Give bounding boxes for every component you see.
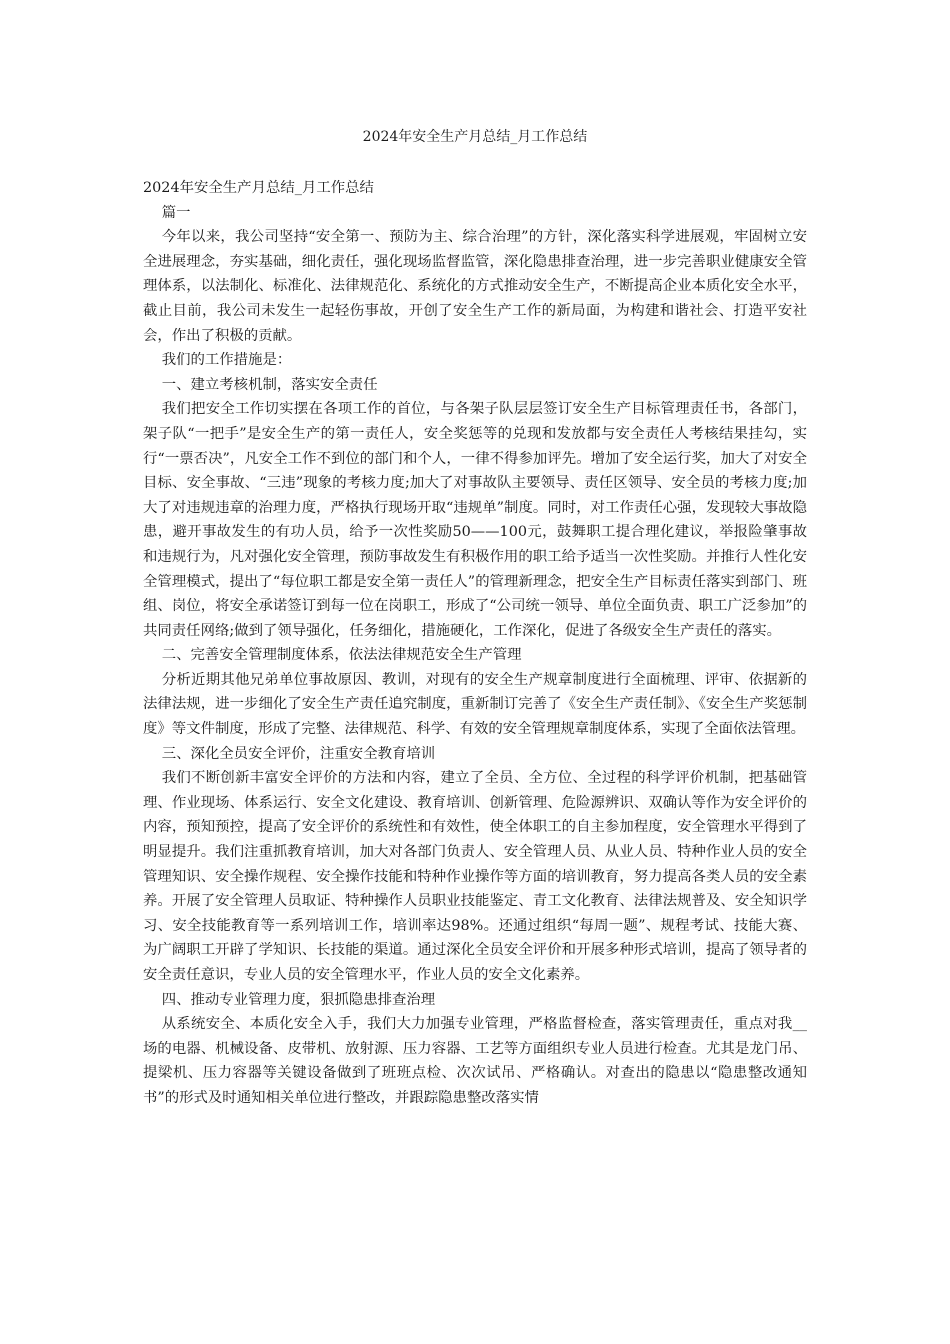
paragraph-measures-lead: 我们的工作措施是： bbox=[161, 352, 292, 369]
heading-section-2: 二、完善安全管理制度体系，依法法律规范安全生产管理 bbox=[161, 647, 522, 664]
paragraph-section-4: 从系统安全、本质化安全入手，我们大力加强专业管理，严格监督检查，落实管理责任，重点对我__场的电器、机械设备、皮带机、放射源、压力容器、工艺等方面组织专业人员进行检查。尤其是龙门吊、提梁机、压力容器等关键设备做到了班班点检、次次试吊、严格确认。对查出的隐患以“隐患整改通知书”的形式及时通知相关单位进行整改，并跟踪隐患整改落实情 bbox=[143, 1016, 807, 1106]
document-title: 2024年安全生产月总结_月工作总结 bbox=[362, 129, 588, 145]
document-subtitle: 2024年安全生产月总结_月工作总结 bbox=[143, 180, 374, 196]
heading-section-1: 一、建立考核机制，落实安全责任 bbox=[161, 376, 378, 393]
section-label: 篇一 bbox=[161, 204, 191, 221]
paragraph-section-2: 分析近期其他兄弟单位事故原因、教训，对现有的安全生产规章制度进行全面梳理、评审、依据新的法律法规，进一步细化了安全生产责任追究制度，重新制订完善了《安全生产责任制》、《安全生产奖惩制度》等文件制度，形成了完整、法律规范、科学、有效的安全管理规章制度体系，实现了全面依法管理。 bbox=[143, 671, 807, 738]
heading-section-4: 四、推动专业管理力度，狠抓隐患排查治理 bbox=[161, 991, 436, 1008]
document-body bbox=[143, 176, 807, 1111]
heading-section-3: 三、深化全员安全评价，注重安全教育培训 bbox=[161, 745, 436, 762]
paragraph-intro: 今年以来，我公司坚持“安全第一、预防为主、综合治理”的方针，深化落实科学进展观，牢固树立安全进展理念，夯实基础，细化责任，强化现场监督监管，深化隐患排查治理，进一步完善职业健康安全管理体系，以法制化、标准化、法律规范化、系统化的方式推动安全生产，不断提高企业本质化安全水平，截止目前，我公司未发生一起轻伤事故，开创了安全生产工作的新局面，为构建和谐社会、打造平安社会，作出了积极的贡献。 bbox=[143, 229, 807, 344]
paragraph-section-1: 我们把安全工作切实摆在各项工作的首位，与各架子队层层签订安全生产目标管理责任书，各部门，架子队“一把手”是安全生产的第一责任人，安全奖惩等的兑现和发放都与安全责任人考核结果挂勾，实行“一票否决”，凡安全工作不到位的部门和个人，一律不得参加评先。增加了安全运行奖，加大了对安全目标、安全事故、“三违”现象的考核力度;加大了对事故队主要领导、责任区领导、安全员的考核力度;加大了对违规违章的治理力度，严格执行现场开取“违规单”制度。同时，对工作责任心强，发现较大事故隐患，避开事故发生的有功人员，给予一次性奖励50——100元，鼓舞职工提合理化建议，举报险肇事故和违规行为，凡对强化安全管理，预防事故发生有积极作用的职工给予适当一次性奖励。并推行人性化安全管理模式，提出了“每位职工都是安全第一责任人”的管理新理念，把安全生产目标责任落实到部门、班组、岗位，将安全承诺签订到每一位在岗职工，形成了“公司统一领导、单位全面负责、职工广泛参加”的共同责任网络;做到了领导强化，任务细化，措施硬化，工作深化，促进了各级安全生产责任的落实。 bbox=[143, 401, 807, 639]
paragraph-section-3: 我们不断创新丰富安全评价的方法和内容，建立了全员、全方位、全过程的科学评价机制，把基础管理、作业现场、体系运行、安全文化建设、教育培训、创新管理、危险源辨识、双确认等作为安全评价的内容，预知预控，提高了安全评价的系统性和有效性，使全体职工的自主参加程度，安全管理水平得到了明显提升。我们注重抓教育培训，加大对各部门负责人、安全管理人员、从业人员、特种作业人员的安全管理知识、安全操作规程、安全操作技能和特种作业操作等方面的培训教育，努力提高各类人员的安全素养。开展了安全管理人员取证、特种操作人员职业技能鉴定、青工文化教育、法律法规普及、安全知识学习、安全技能教育等一系列培训工作，培训率达98%。还通过组织“每周一题”、规程考试、技能大赛、为广阔职工开辟了学知识、长技能的渠道。通过深化全员安全评价和开展多种形式培训，提高了领导者的安全责任意识，专业人员的安全管理水平，作业人员的安全文化素养。 bbox=[143, 770, 807, 983]
